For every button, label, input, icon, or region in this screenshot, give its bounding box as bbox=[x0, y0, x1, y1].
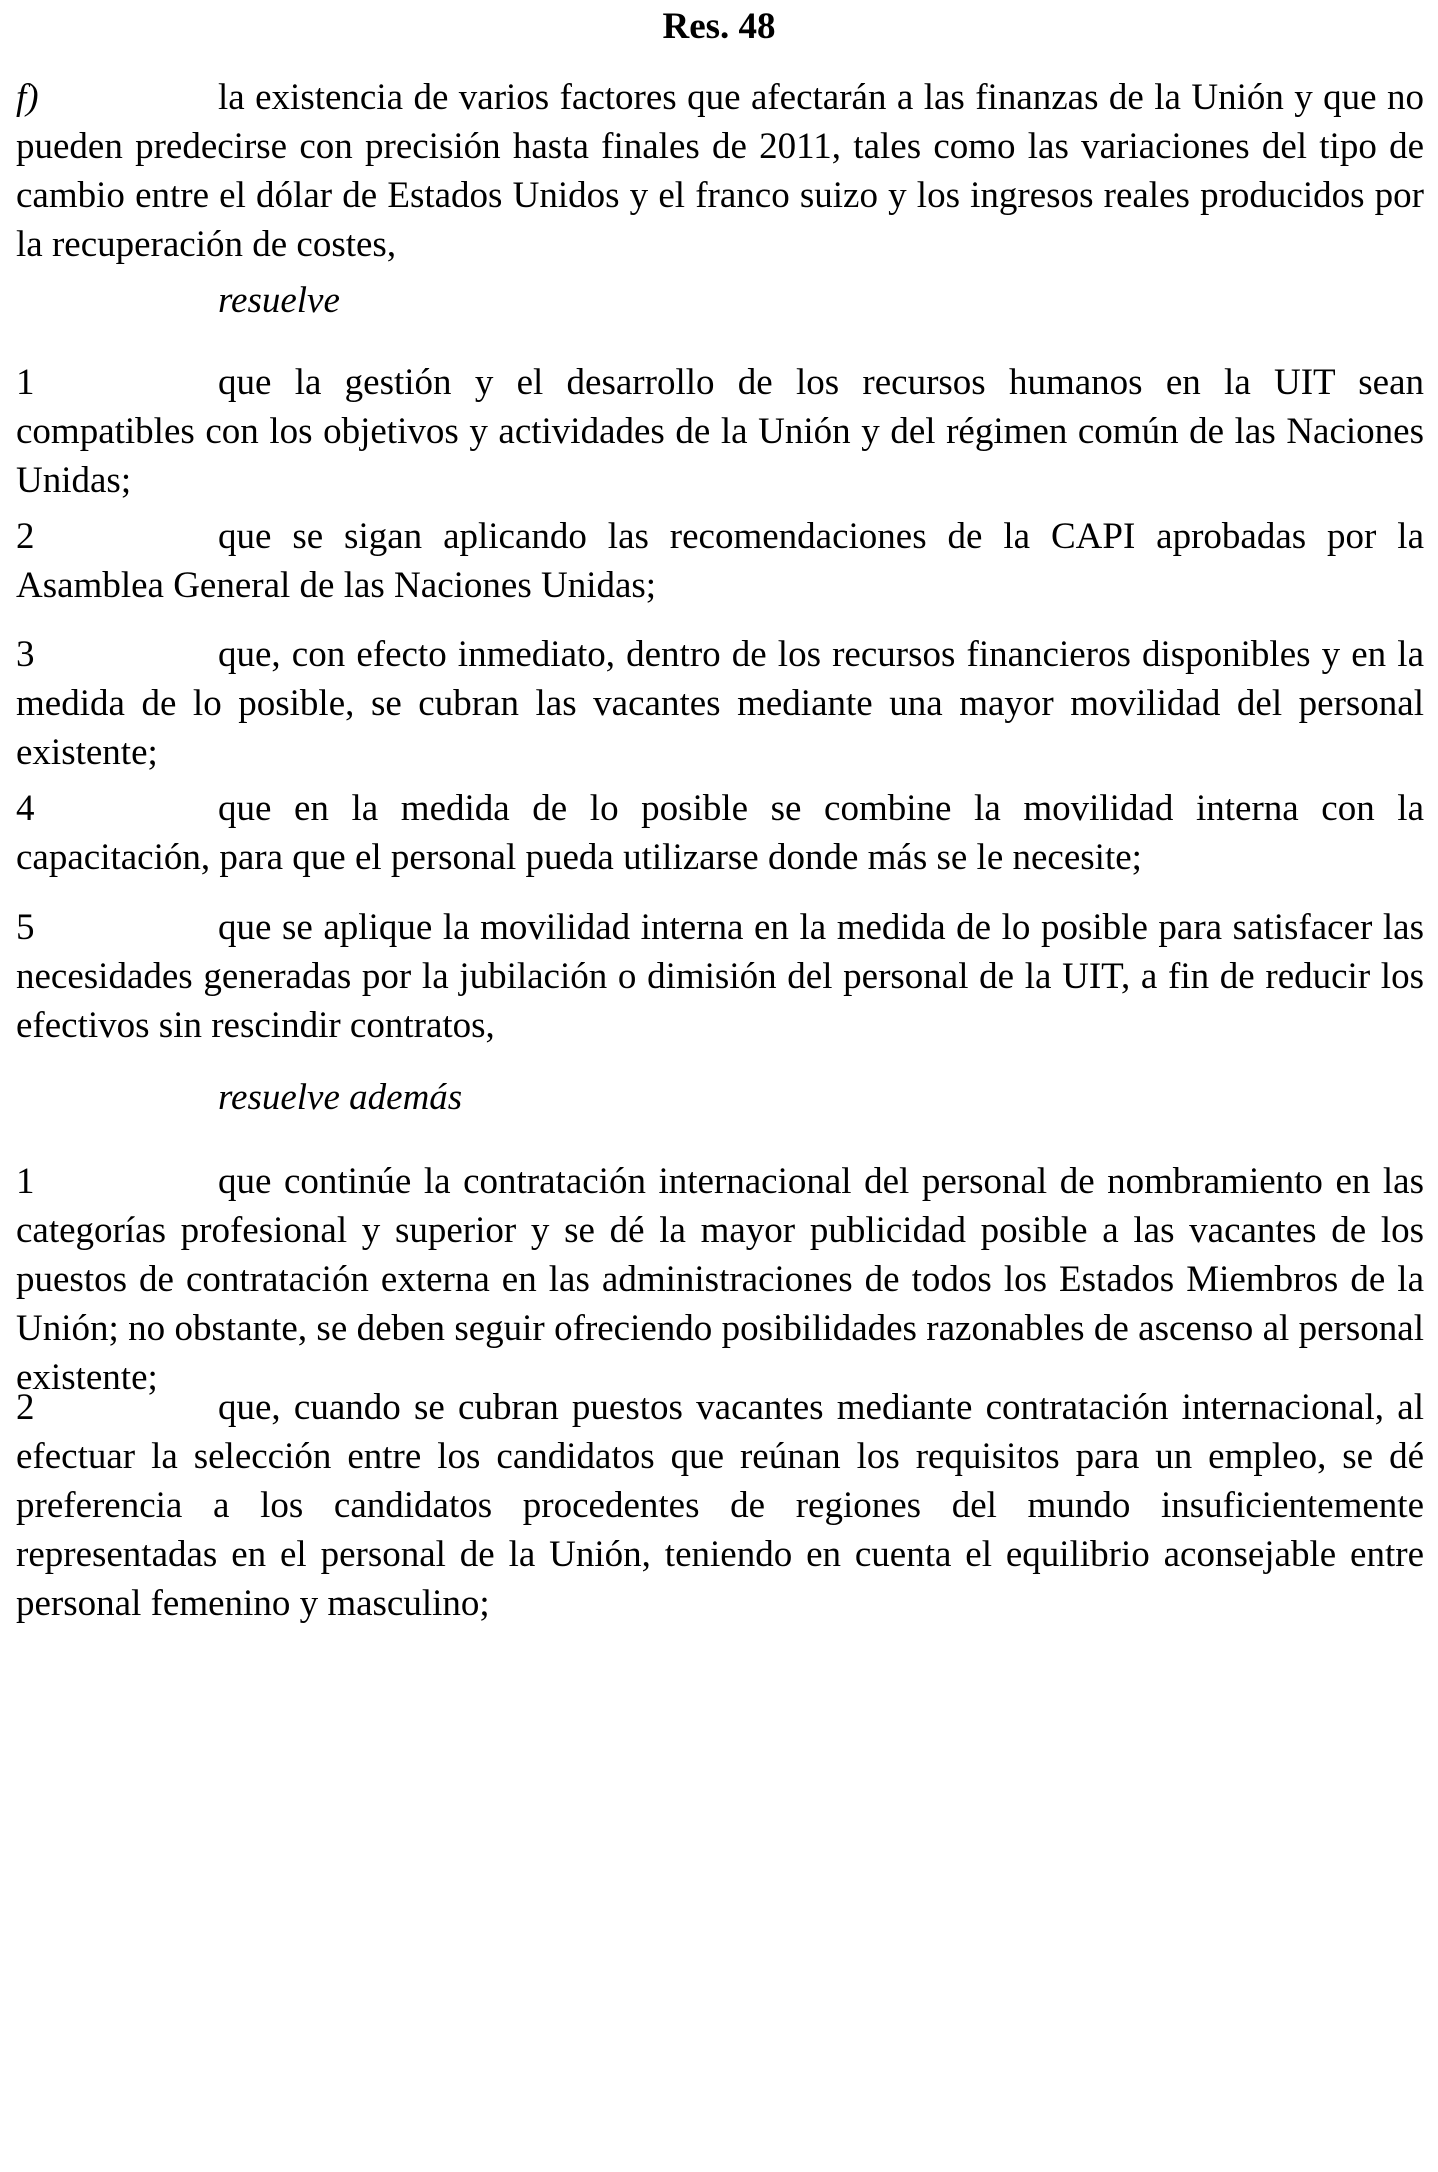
resuelve-item-3 bbox=[16, 630, 1424, 777]
resuelve-ademas-item-2 bbox=[16, 1383, 1424, 1628]
item-text: que, cuando se cubran puestos vacantes mediante contratación internacional, al efectuar la selección entre los candidatos que reúnan los requisitos para un empleo, se dé preferencia a los candidatos procedentes de regiones del mundo insuficientemente representadas en el personal de la Unión, teniendo en cuenta el equilibrio aconsejable entre personal femenino y masculino; bbox=[16, 1387, 1424, 1624]
item-number: 1 bbox=[16, 362, 35, 403]
section-heading-resuelve-ademas: resuelve además bbox=[218, 1077, 463, 1118]
paragraph-label: f) bbox=[16, 77, 39, 118]
item-text: que la gestión y el desarrollo de los recursos humanos en la UIT sean compatibles con los objetivos y actividades de la Unión y del régimen común de las Naciones Unidas; bbox=[16, 362, 1424, 501]
document-header: Res. 48 bbox=[662, 6, 776, 47]
item-number: 4 bbox=[16, 788, 35, 829]
section-heading-resuelve: resuelve bbox=[218, 280, 340, 321]
resuelve-item-5 bbox=[16, 903, 1424, 1050]
item-text: que se aplique la movilidad interna en la medida de lo posible para satisfacer las necesidades generadas por la jubilación o dimisión del personal de la UIT, a fin de reducir los efectivos sin rescindir contratos, bbox=[16, 907, 1424, 1046]
resuelve-ademas-item-1 bbox=[16, 1157, 1424, 1402]
item-number: 3 bbox=[16, 634, 35, 675]
resuelve-item-4 bbox=[16, 784, 1424, 882]
paragraph-f bbox=[16, 73, 1424, 269]
paragraph-text: la existencia de varios factores que afectarán a las finanzas de la Unión y que no pueden predecirse con precisión hasta finales de 2011, tales como las variaciones del tipo de cambio entre el dólar de Estados Unidos y el franco suizo y los ingresos reales producidos por la recuperación de costes, bbox=[16, 77, 1424, 265]
item-number: 2 bbox=[16, 516, 35, 557]
item-number: 2 bbox=[16, 1387, 35, 1428]
item-number: 5 bbox=[16, 907, 35, 948]
item-text: que, con efecto inmediato, dentro de los recursos financieros disponibles y en la medida de lo posible, se cubran las vacantes mediante una mayor movilidad del personal existente; bbox=[16, 634, 1424, 773]
item-text: que en la medida de lo posible se combine la movilidad interna con la capacitación, para que el personal pueda utilizarse donde más se le necesite; bbox=[16, 788, 1424, 878]
resuelve-item-2 bbox=[16, 512, 1424, 610]
item-text: que se sigan aplicando las recomendaciones de la CAPI aprobadas por la Asamblea General de las Naciones Unidas; bbox=[16, 516, 1424, 606]
item-text: que continúe la contratación internacional del personal de nombramiento en las categorías profesional y superior y se dé la mayor publicidad posible a las vacantes de los puestos de contratación externa en las administraciones de todos los Estados Miembros de la Unión; no obstante, se deben seguir ofreciendo posibilidades razonables de ascenso al personal existente; bbox=[16, 1161, 1424, 1398]
item-number: 1 bbox=[16, 1161, 35, 1202]
resuelve-item-1 bbox=[16, 358, 1424, 505]
